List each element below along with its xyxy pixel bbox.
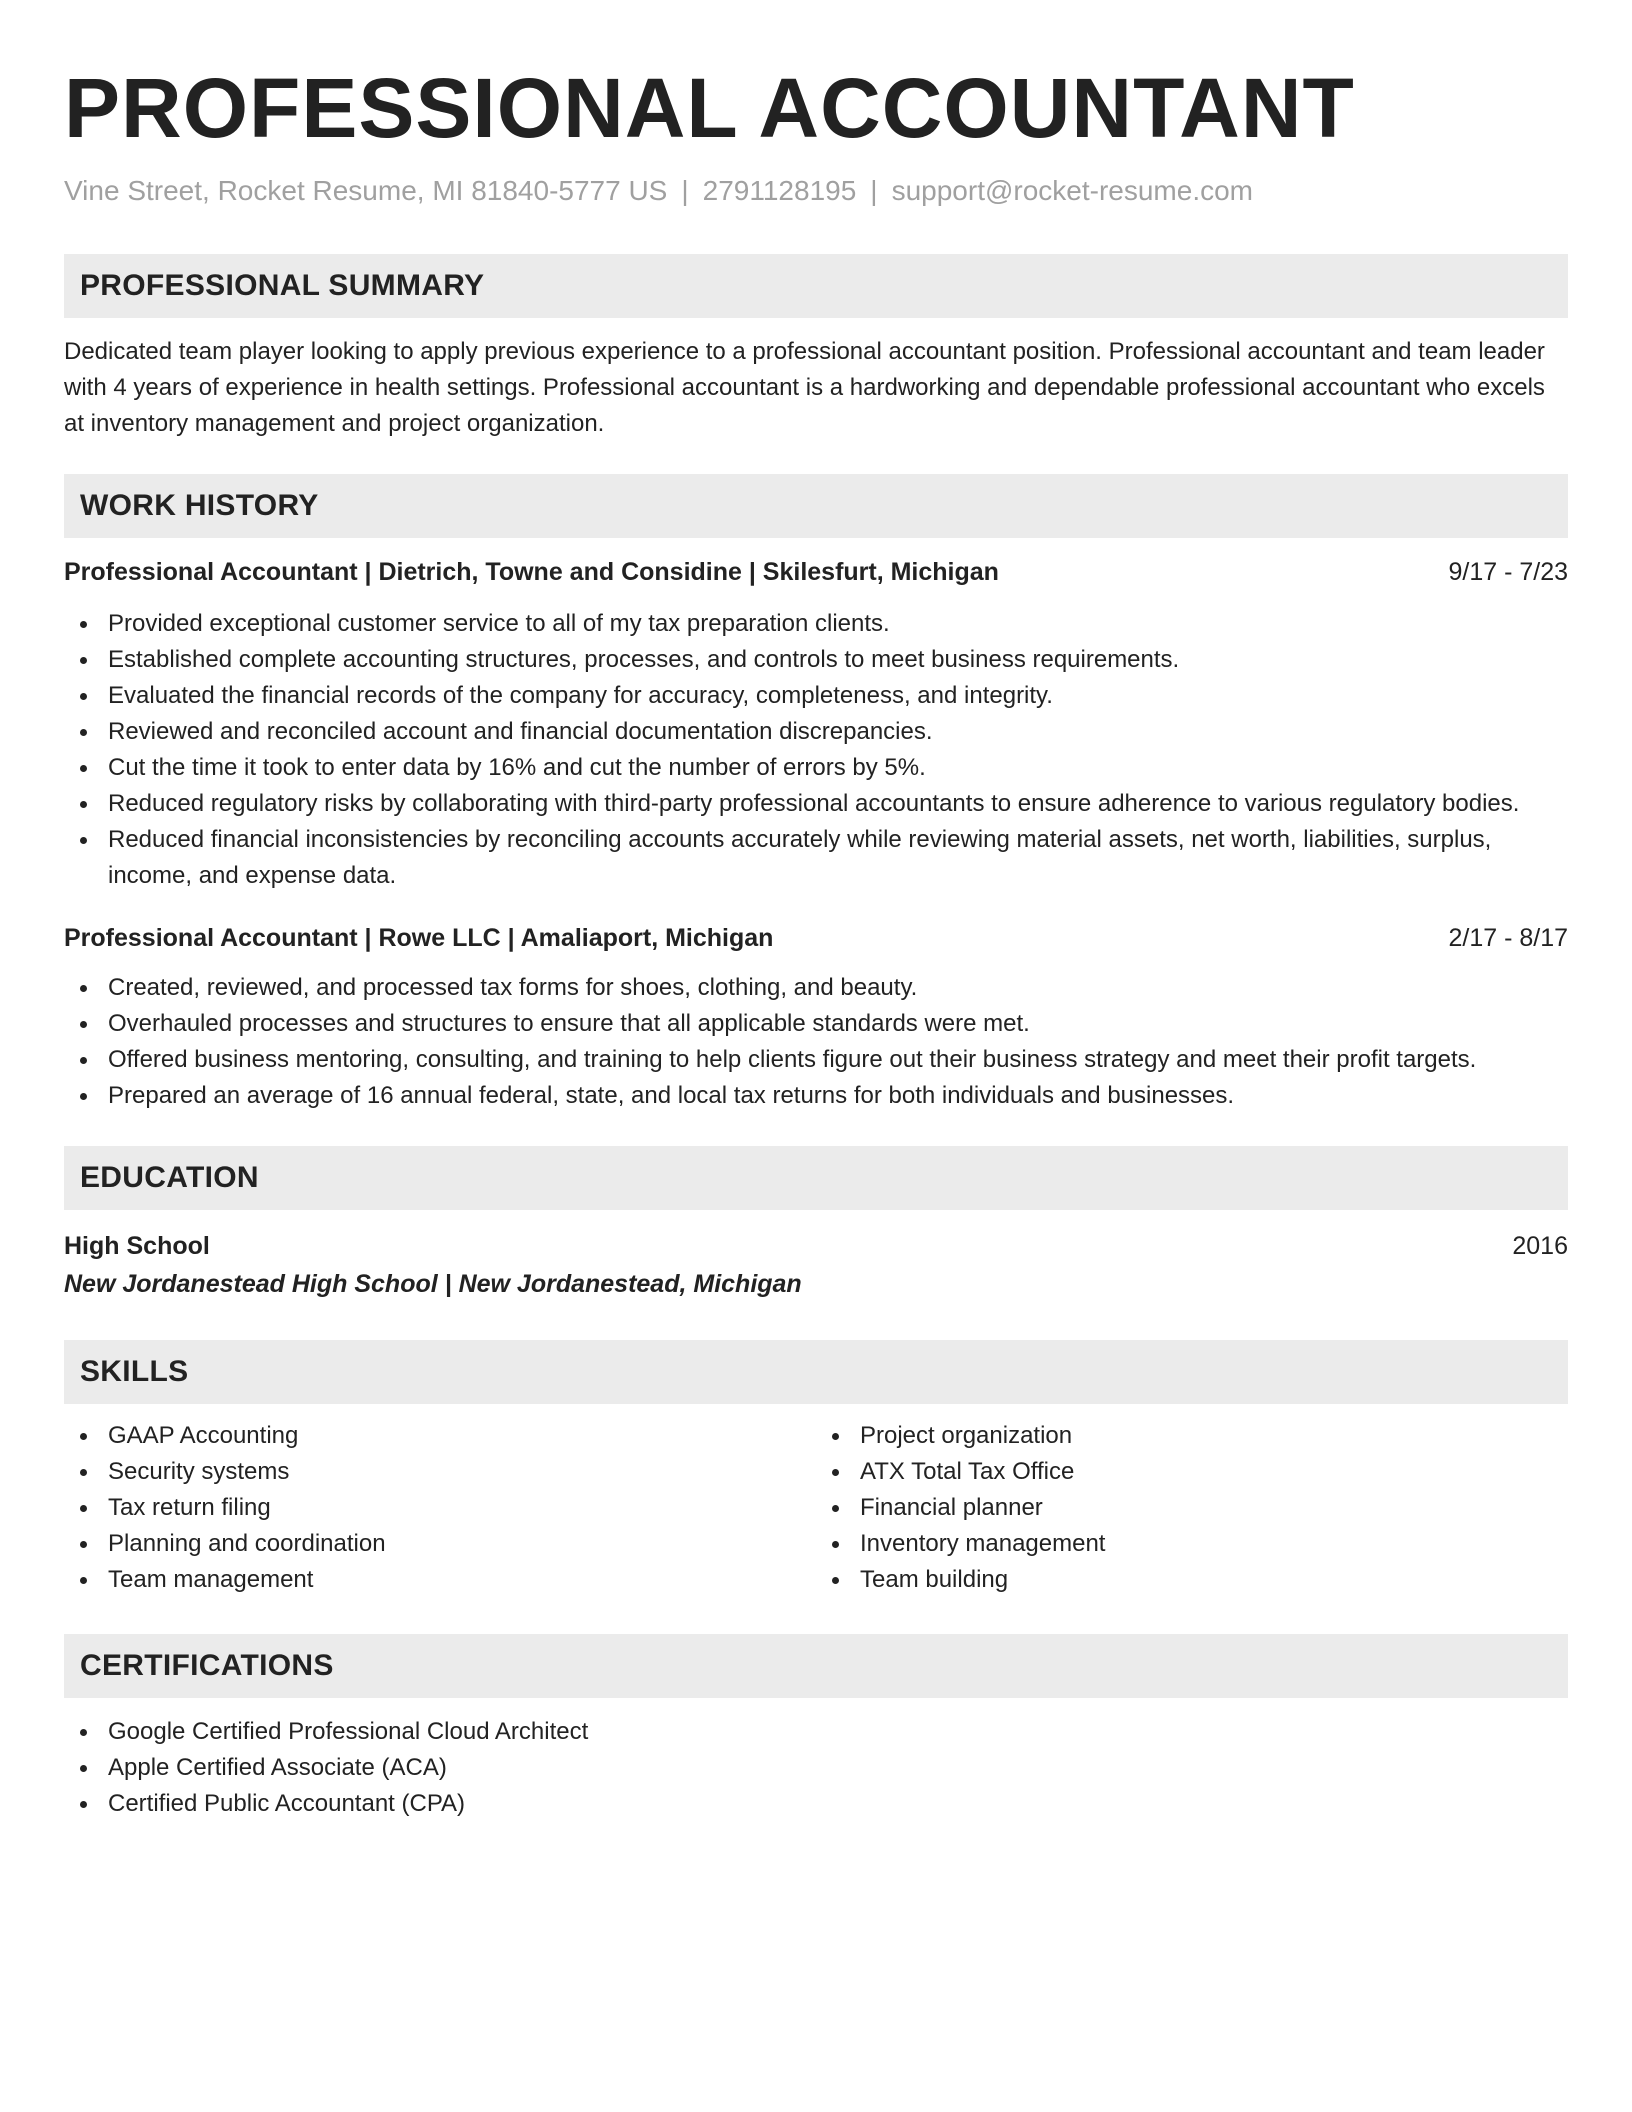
list-item: Established complete accounting structures, processes, and controls to meet business requirements. — [64, 642, 1568, 678]
section-heading-education: EDUCATION — [64, 1146, 1568, 1210]
education-school: New Jordanestead High School | New Jordanestead, Michigan — [64, 1270, 802, 1298]
section-heading-summary: PROFESSIONAL SUMMARY — [64, 254, 1568, 318]
resume-name: PROFESSIONAL ACCOUNTANT — [64, 61, 1355, 155]
job-header — [64, 920, 1568, 956]
skills-list — [64, 1418, 816, 1598]
section-heading-certifications: CERTIFICATIONS — [64, 1634, 1568, 1698]
education-year: 2016 — [1512, 1232, 1568, 1260]
list-item: Overhauled processes and structures to ensure that all applicable standards were met. — [64, 1006, 1568, 1042]
job-title: Professional Accountant | Dietrich, Towne and Considine | Skilesfurt, Michigan — [64, 558, 999, 586]
education-header — [64, 1228, 1568, 1264]
job-title: Professional Accountant | Rowe LLC | Amaliaport, Michigan — [64, 924, 774, 952]
list-item: Reduced regulatory risks by collaborating with third-party professional accountants to ensure adherence to various regulatory bodies. — [64, 786, 1568, 822]
list-item: Certified Public Accountant (CPA) — [64, 1786, 1568, 1822]
contact-address: Vine Street, Rocket Resume, MI 81840-5777 US — [64, 175, 668, 206]
section-heading-work-history: WORK HISTORY — [64, 474, 1568, 538]
list-item: Created, reviewed, and processed tax forms for shoes, clothing, and beauty. — [64, 970, 1568, 1006]
list-item: Team management — [64, 1562, 816, 1598]
job-dates: 9/17 - 7/23 — [1448, 558, 1568, 586]
skills-grid — [64, 1418, 1568, 1598]
list-item: Project organization — [816, 1418, 1568, 1454]
list-item: Prepared an average of 16 annual federal, state, and local tax returns for both individuals and businesses. — [64, 1078, 1568, 1114]
list-item: Cut the time it took to enter data by 16% and cut the number of errors by 5%. — [64, 750, 1568, 786]
list-item: GAAP Accounting — [64, 1418, 816, 1454]
list-item: Financial planner — [816, 1490, 1568, 1526]
job-bullet-list — [64, 970, 1568, 1114]
contact-email: support@rocket-resume.com — [891, 175, 1254, 206]
list-item: ATX Total Tax Office — [816, 1454, 1568, 1490]
contact-separator: | — [681, 175, 689, 206]
job-bullet-list — [64, 606, 1568, 894]
skills-list — [816, 1418, 1568, 1598]
summary-text: Dedicated team player looking to apply previous experience to a professional accountant position. Professional accountant and team leader with 4 years of experience in health settings. Professional accountant is a hardworking and dependable professional accountant who excels at inventory management and project organization. — [64, 338, 1545, 437]
skills-column-left — [64, 1418, 816, 1598]
list-item: Evaluated the financial records of the company for accuracy, completeness, and integrity. — [64, 678, 1568, 714]
list-item: Provided exceptional customer service to all of my tax preparation clients. — [64, 606, 1568, 642]
list-item: Planning and coordination — [64, 1526, 816, 1562]
list-item: Apple Certified Associate (ACA) — [64, 1750, 1568, 1786]
certifications-list — [64, 1714, 1568, 1822]
skills-column-right — [816, 1418, 1568, 1598]
job-header — [64, 554, 1568, 590]
job-dates: 2/17 - 8/17 — [1448, 924, 1568, 952]
contact-separator: | — [870, 175, 878, 206]
list-item: Offered business mentoring, consulting, and training to help clients figure out their business strategy and meet their profit targets. — [64, 1042, 1568, 1078]
list-item: Reduced financial inconsistencies by reconciling accounts accurately while reviewing material assets, net worth, liabilities, surplus, income, and expense data. — [64, 822, 1568, 894]
list-item: Security systems — [64, 1454, 816, 1490]
list-item: Tax return filing — [64, 1490, 816, 1526]
list-item: Inventory management — [816, 1526, 1568, 1562]
list-item: Google Certified Professional Cloud Architect — [64, 1714, 1568, 1750]
contact-phone: 2791128195 — [702, 175, 857, 206]
list-item: Reviewed and reconciled account and financial documentation discrepancies. — [64, 714, 1568, 750]
education-degree: High School — [64, 1232, 210, 1260]
list-item: Team building — [816, 1562, 1568, 1598]
contact-line — [64, 172, 1568, 210]
section-heading-skills: SKILLS — [64, 1340, 1568, 1404]
